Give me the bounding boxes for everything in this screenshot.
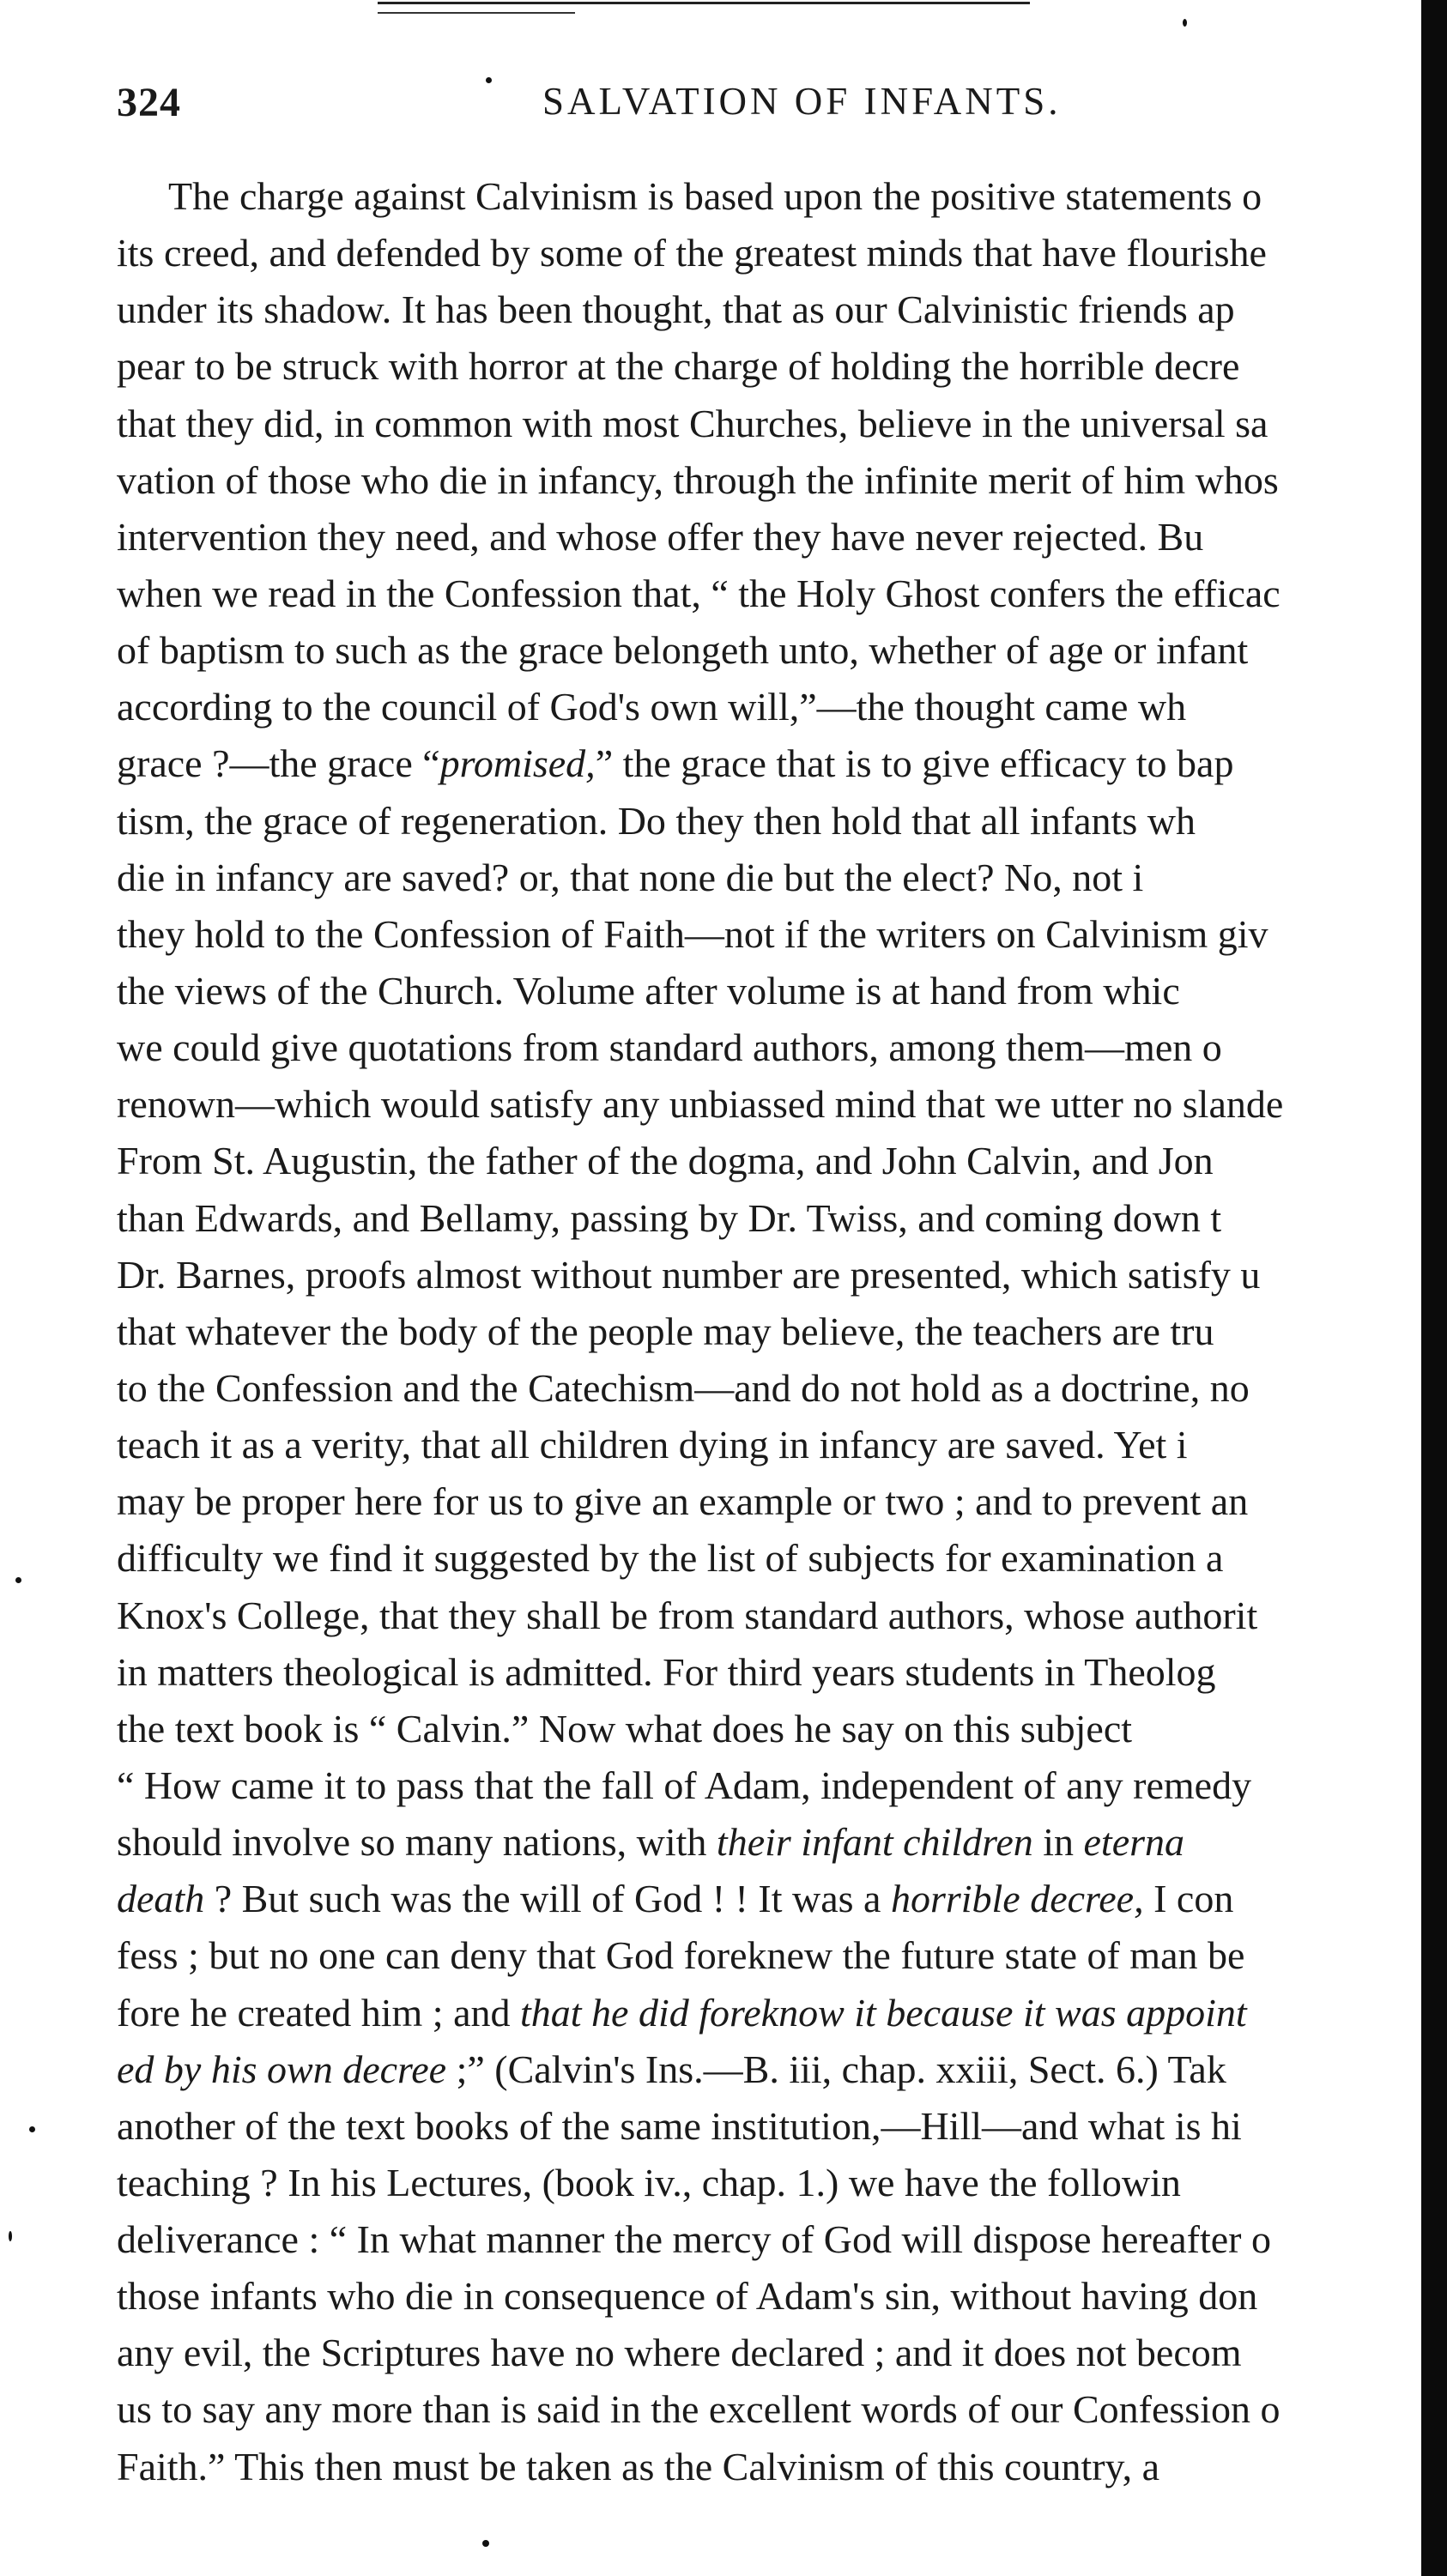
text-line [117, 1247, 1430, 1303]
book-page [117, 79, 1430, 2559]
ink-speck [1183, 19, 1187, 27]
text-line [117, 2155, 1430, 2211]
text-line [117, 2211, 1430, 2268]
text-run: should involve so many nations, with [117, 1820, 717, 1865]
text-line [117, 2381, 1430, 2438]
text-run: its creed, and defended by some of the greatest minds that have flourishe [117, 231, 1267, 275]
text-run: they hold to the Confession of Faith—not if the writers on Calvinism giv [117, 911, 1268, 956]
text-line [117, 1133, 1430, 1189]
text-run: that they did, in common with most Churches, believe in the universal sa [117, 401, 1268, 445]
text-run: that whatever the body of the people may believe, the teachers are tru [117, 1309, 1214, 1353]
text-run: From St. Augustin, the father of the dogma, and John Calvin, and Jon [117, 1139, 1214, 1183]
text-line [117, 1757, 1430, 1814]
italic-text-run: ed by his own decree [117, 2047, 447, 2091]
text-run: Knox's College, that they shall be from standard authors, whose authorit [117, 1593, 1258, 1637]
text-line [117, 1473, 1430, 1530]
text-line [117, 963, 1430, 1019]
text-run: difficulty we find it suggested by the list of subjects for examination a [117, 1536, 1224, 1581]
italic-text-run: their infant children [716, 1820, 1033, 1865]
text-line [117, 338, 1430, 395]
italic-text-run: horrible decree, [890, 1877, 1144, 1921]
text-run: when we read in the Confession that, “ the Holy Ghost confers the efficac [117, 571, 1281, 615]
page-header [117, 79, 1430, 148]
text-run: than Edwards, and Bellamy, passing by Dr. Twiss, and coming down t [117, 1195, 1222, 1240]
text-line [117, 1871, 1430, 1927]
text-line [117, 1644, 1430, 1701]
text-run: another of the text books of the same institution,—Hill—and what is hi [117, 2103, 1242, 2148]
text-line [117, 565, 1430, 622]
text-run: die in infancy are saved? or, that none die but the elect? No, not i [117, 855, 1144, 899]
text-run: ” the grace that is to give efficacy to bap [595, 741, 1234, 786]
text-line [117, 1814, 1430, 1871]
text-line [117, 396, 1430, 452]
text-run: ;” (Calvin's Ins.—B. iii, chap. xxiii, Sect. 6.) Tak [446, 2047, 1226, 2091]
text-line [117, 2325, 1430, 2381]
text-run: us to say any more than is said in the excellent words of our Confession o [117, 2387, 1281, 2432]
text-run: of baptism to such as the grace belongeth unto, whether of age or infant [117, 628, 1249, 673]
text-run: I con [1143, 1877, 1234, 1921]
page-number: 324 [117, 80, 181, 125]
running-title: SALVATION OF INFANTS. [542, 80, 1062, 123]
text-run: pear to be struck with horror at the charge of holding the horrible decre [117, 344, 1240, 389]
scan-rule-fragment [378, 12, 575, 14]
text-line [117, 1985, 1430, 2041]
text-run: deliverance : “ In what manner the mercy of God will dispose hereafter o [117, 2217, 1271, 2262]
text-run: may be proper here for us to give an example or two ; and to prevent an [117, 1479, 1249, 1524]
text-line [117, 735, 1430, 792]
text-run: tism, the grace of regeneration. Do they then hold that all infants wh [117, 798, 1196, 843]
text-run: Dr. Barnes, proofs almost without number are presented, which satisfy u [117, 1252, 1261, 1297]
text-run: teach it as a verity, that all children dying in infancy are saved. Yet i [117, 1423, 1188, 1467]
text-line [117, 1076, 1430, 1133]
ink-speck [15, 1577, 21, 1583]
text-run: “ How came it to pass that the fall of Adam, independent of any remedy [117, 1763, 1252, 1807]
text-run: ? But such was the will of God ! ! It was a [204, 1877, 891, 1921]
italic-text-run: that he did foreknow it because it was appoint [520, 1990, 1247, 2035]
text-run: Faith.” This then must be taken as the Calvinism of this country, a [117, 2444, 1159, 2488]
text-run: grace ?—the grace “ [117, 741, 440, 786]
text-line [117, 1927, 1430, 1984]
text-line [117, 622, 1430, 679]
text-run: we could give quotations from standard authors, among them—men o [117, 1025, 1222, 1070]
text-line [117, 452, 1430, 509]
text-line [117, 1190, 1430, 1247]
text-run: any evil, the Scriptures have no where declared ; and it does not becom [117, 2331, 1242, 2375]
text-line [117, 793, 1430, 850]
text-run: the views of the Church. Volume after volume is at hand from whic [117, 968, 1180, 1013]
text-line [117, 2098, 1430, 2155]
text-run: renown—which would satisfy any unbiassed mind that we utter no slande [117, 1082, 1284, 1127]
text-run: under its shadow. It has been thought, that as our Calvinistic friends ap [117, 287, 1235, 332]
text-run: according to the council of God's own will,”—the thought came wh [117, 685, 1187, 729]
text-line [117, 2439, 1430, 2495]
text-line [117, 850, 1430, 906]
text-run: fess ; but no one can deny that God foreknew the future state of man be [117, 1933, 1245, 1978]
text-line [117, 2268, 1430, 2325]
text-run: the text book is “ Calvin.” Now what does he say on this subject [117, 1706, 1133, 1751]
text-run: vation of those who die in infancy, through the infinite merit of him whos [117, 457, 1279, 502]
text-run: in [1032, 1820, 1084, 1865]
text-run: fore he created him ; and [117, 1990, 520, 2035]
italic-text-run: death [117, 1877, 205, 1921]
text-run: those infants who die in consequence of Adam's sin, without having don [117, 2274, 1258, 2319]
ink-speck [9, 2231, 12, 2241]
text-run: intervention they need, and whose offer they have never rejected. Bu [117, 514, 1204, 559]
text-line [117, 509, 1430, 565]
text-line [117, 168, 1430, 225]
text-line [117, 1587, 1430, 1644]
text-line [117, 1701, 1430, 1757]
italic-text-run: promised, [439, 741, 596, 786]
italic-text-run: eterna [1083, 1820, 1185, 1865]
text-line [117, 281, 1430, 338]
text-line [117, 906, 1430, 963]
text-line [117, 225, 1430, 281]
text-line [117, 1019, 1430, 1076]
scan-rule-top [378, 2, 1030, 4]
text-line [117, 1303, 1430, 1360]
ink-speck [29, 2126, 35, 2132]
text-line [117, 1530, 1430, 1587]
text-line [117, 1417, 1430, 1473]
body-text [117, 168, 1430, 2495]
text-line [117, 1360, 1430, 1417]
text-line [117, 679, 1430, 735]
text-run: teaching ? In his Lectures, (book iv., chap. 1.) we have the followin [117, 2160, 1181, 2204]
text-run: to the Confession and the Catechism—and do not hold as a doctrine, no [117, 1365, 1250, 1410]
text-line [117, 2041, 1430, 2098]
text-run: in matters theological is admitted. For third years students in Theolog [117, 1649, 1216, 1694]
text-run: The charge against Calvinism is based upon the positive statements o [168, 174, 1262, 218]
